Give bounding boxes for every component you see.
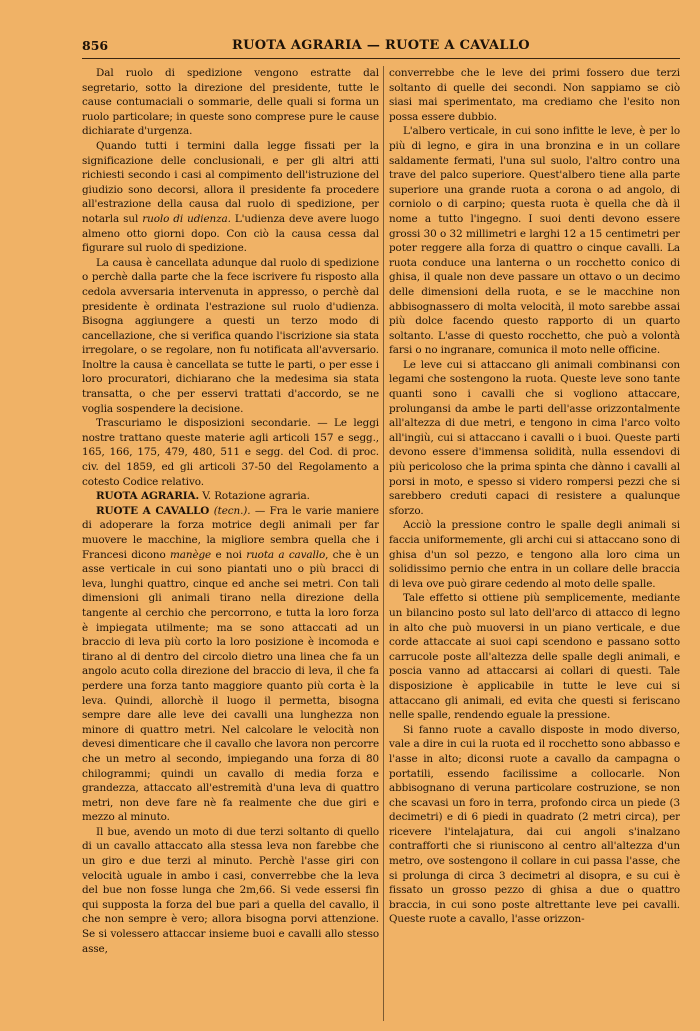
paragraph: converrebbe che le leve dei primi fossero due terzi soltanto di quelle dei secondi. Non sappiamo se ciò siasi mai sperimentato, ma crediamo che l'esito non possa essere dubbio.: [389, 67, 680, 123]
running-title: RUOTA AGRARIA — RUOTE A CAVALLO: [232, 38, 530, 53]
column-divider: [383, 66, 384, 1021]
entry-headword: RUOTA AGRARIA.: [96, 490, 199, 503]
right-column: [389, 66, 680, 1021]
paragraph: Il bue, avendo un moto di due terzi soltanto di quello di un cavallo attaccato alla stessa leva non farebbe che un giro e due terzi al minuto. Perchè l'asse giri con velocità uguale in ambo i casi, converrebbe che la leva del bue non fosse lunga che 2m,66. Si vede essersi fin qui supposta la forza del bue pari a quella del cavallo, il che non sempre è vero; allora bisogna porvi attenzione. Se si volessero attaccar insieme buoi e cavalli allo stesso asse,: [82, 825, 379, 955]
page-header: [82, 38, 680, 59]
paragraph: Si fanno ruote a cavallo disposte in modo diverso, vale a dire in cui la ruota ed il rocchetto sono abbasso e l'asse in alto; diconsi ruote a cavallo da campagna o portatili, essendo facilissime a collocarle. Non abbisognano di veruna particolare costruzione, se non che scavasi un foro in terra, profondo circa un piede (3 decimetri) e di 6 piedi in quadrato (2 metri circa), per ricevere l'intelajatura, dai cui angoli s'inalzano contraffortі che si riuniscono al centro all'altezza d'un metro, ove sostengono il collare in cui passa l'asse, che si prolunga di circa 3 decimetri al disopra, e su cui è fissato un grosso pezzo di ghisa a due o quattro braccia, in cui sono poste altrettante leve pei cavalli. Queste ruote a cavallo, l'asse orizzon-: [389, 723, 680, 926]
entry-ruota-agraria: RUOTA AGRARIA. V. Rotazione agraria.: [96, 490, 310, 503]
left-column: [82, 66, 379, 1021]
paragraph: Trascuriamo le disposizioni secondarie. — Le leggi nostre trattano queste materie agli articoli 157 e segg., 165, 166, 175, 479, 480, 511 e segg. del Cod. di proc. civ. del 1859, ed gli articoli 37-50 del Regolamento a cotesto Codice relativo.: [82, 417, 379, 488]
paragraph: Quando tutti i termini dalla legge fissati per la significazione delle conclusionali, e per gli altri atti richiesti secondo i casi al compimento dell'istruzione del giudizio sono decorsi, allora il presidente fa procedere all'estrazione della causa dal ruolo di spedizione, per notarla sul ruolo di udienza. L'udienza deve avere luogo almeno otto giorni dopo. Con ciò la causa cessa dal figurare sul ruolo di spedizione.: [82, 139, 379, 255]
paragraph: L'albero verticale, in cui sono infitte le leve, è per lo più di legno, e gira in una bronzina e in un collare saldamente fermati, l'una sul suolo, l'altro contro una trave del palco superiore. Quest'albero tiene alla parte superiore una grande ruota a corona o ad angolo, di corniolo o di carpino; questa ruota è quella che dà il nome a tutto l'ingegno. I suoi denti devono essere grossi 30 o 32 millimetri e larghi 12 a 15 centimetri per poter reggere alla forza di quattro o cinque cavalli. La ruota conduce una lanterna o un rocchetto conico di ghisa, il quale non deve passare un ottavo o un decimo delle dimensioni della ruota, e se le macchine non abbisognassero di molta velocità, il moto sarebbe assai più dolce facendo questo rapporto di un quarto soltanto. L'asse di questo rocchetto, che può a volontà farsi o no ingranare, comunica il moto nelle officine.: [389, 125, 680, 357]
paragraph: Le leve cui si attaccano gli animali combinansi con legami che sostengono la ruota. Queste leve sono tante quanti sono i cavalli che si vogliono attaccare, prolungansi da ambe le parti dell'asse orizzontalmente all'altezza di due metri, e tengono in cima l'arco volto all'ingiù, cui si attaccano i cavalli o i buoi. Queste parti devono essere d'immensa solidità, nulla essendovi di più pericoloso che la prima spinta che dànno i cavalli al porsi in moto, e spesso si videro rompersi pezzi che si sarebbero creduti capaci di resistere a qualunque sforzo.: [389, 358, 680, 517]
paragraph: Tale effetto si ottiene più semplicemente, mediante un bilancino posto sul lato dell'arco di attacco di legno in alto che può muoversi in un piano verticale, e due corde attaccate ai suoi capi scendono e passano sotto carrucole poste all'altezza delle spalle degli animali, e poscia vanno ad attaccarsi ai collari di questi. Tale disposizione è applicabile in tutte le leve cui si attaccano gli animali, ed evita che questi si feriscano nelle spalle, rendendo eguale la pressione.: [389, 592, 680, 722]
page-number: 856: [82, 38, 109, 53]
paragraph: La causa è cancellata adunque dal ruolo di spedizione o perchè dalla parte che la fece iscrivere fu risposto alla cedola avversaria intervenuta in appresso, o perchè dal presidente è ordinata l'estrazione sul ruolo d'udienza. Bisogna aggiungere a questi un terzo modo di cancellazione, che si verifica quando l'iscrizione sia stata irregolare, o se regolare, non fu notificata all'avversario. Inoltre la causa è cancellata se tutte le parti, o per esse i loro procuratori, dichiarano che la medesima sia stata transatta, o che per esservi trattati d'accordo, se ne voglia sospendere la decisione.: [82, 256, 379, 415]
paragraph: Dal ruolo di spedizione vengono estratte dal segretario, sotto la direzione del presidente, tutte le cause contumaciali o sommarie, delle quali si forma un ruolo particolare; in queste sono comprese pure le cause dichiarate d'urgenza.: [82, 67, 379, 138]
entry-ruote-a-cavallo: RUOTE A CAVALLO (tecn.). — Fra le varie maniere di adoperare la forza motrice degli animali per far muovere le macchine, la migliore sembra quella che i Francesi dicono manège e noi ruota a cavallo, che è un asse verticale in cui sono piantati uno o più bracci di leva, lunghi quattro, cinque ed anche sei metri. Con tali dimensioni gli animali tirano nella direzione della tangente al cerchio che percorrono, e tutta la loro forza è impiegata utilmente; ma se sono attaccati ad un braccio di leva più corto la loro posizione è incomoda e tirano al di dentro del circolo dietro una linea che fa un angolo acuto colla direzione del braccio di leva, il che fa perdere una forza tanto maggiore quanto più corta è la leva. Quindi, allorchè il luogo il permetta, bisogna sempre dare alle leve dei cavalli una lunghezza non minore di quattro metri. Nel calcolare le velocità non devesi dimenticare che il cavallo che lavora non percorre che un metro al secondo, impiegando una forza di 80 chilogrammi; quindi un cavallo di media forza e grandezza, attaccato all'estremità d'una leva di quattro metri, non deve fare nè fa realmente che due giri e mezzo al minuto.: [82, 504, 379, 824]
paragraph: Acciò la pressione contro le spalle degli animali si faccia uniformemente, gli archi cui si attaccano sono di ghisa d'un sol pezzo, e tengono alla loro cima un solidissimo pernio che entra in un collare delle braccia di leva ove può girare cedendo al moto delle spalle.: [389, 519, 680, 590]
entry-headword: RUOTE A CAVALLO: [96, 504, 210, 517]
